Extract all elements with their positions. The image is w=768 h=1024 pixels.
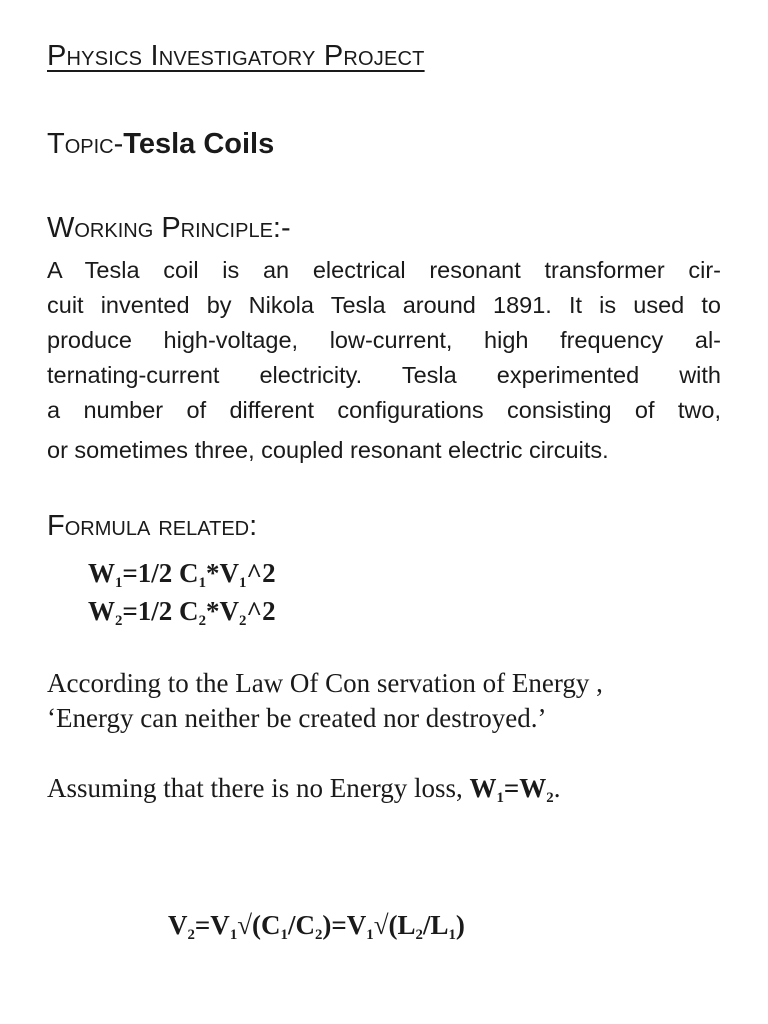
formula-subscript: 2 xyxy=(314,927,323,944)
formula-symbol: /L xyxy=(422,910,449,940)
assumption-period: . xyxy=(553,773,561,803)
formula-symbol: )=V xyxy=(322,910,367,940)
formula-symbol: =V xyxy=(194,910,230,940)
formula-subscript: 1 xyxy=(496,790,504,807)
formula-subscript: 2 xyxy=(187,927,195,944)
conservation-law-text xyxy=(47,666,603,736)
paragraph-line: a number of different configurations consisting of two, xyxy=(47,397,721,423)
formula-symbol: ^2 xyxy=(246,558,276,588)
law-line-2: ‘Energy can neither be created nor destroyed.’ xyxy=(47,703,547,733)
formula-subscript: 1 xyxy=(198,575,206,592)
formula-1 xyxy=(88,558,276,592)
paragraph-line: produce high-voltage, low-current, high frequency al- xyxy=(47,327,721,353)
formula-symbol: √(C xyxy=(237,910,281,940)
final-formula xyxy=(168,910,465,944)
topic-label: Topic- xyxy=(47,128,124,160)
working-principle-heading: Working Principle:- xyxy=(47,212,291,244)
formula-subscript: 1 xyxy=(238,575,247,592)
formula-symbol: =1/2 C xyxy=(122,596,199,626)
formula-symbol: *V xyxy=(205,596,239,626)
formula-subscript: 1 xyxy=(448,927,456,944)
formula-subscript: 2 xyxy=(238,613,247,630)
formula-subscript: 2 xyxy=(546,790,554,807)
paragraph-line: A Tesla coil is an electrical resonant transformer cir- xyxy=(47,257,721,283)
formula-symbol: =1/2 C xyxy=(122,558,199,588)
formula-subscript: 1 xyxy=(280,927,288,944)
formula-subscript: 2 xyxy=(198,613,206,630)
formula-2 xyxy=(88,596,276,630)
formula-heading: Formula related: xyxy=(47,510,258,542)
formula-symbol: *V xyxy=(205,558,239,588)
paragraph-line: cuit invented by Nikola Tesla around 1891. It is used to xyxy=(47,292,721,318)
formula-subscript: 1 xyxy=(115,575,123,592)
formula-symbol: ) xyxy=(455,910,465,940)
formula-symbol: W xyxy=(88,558,115,588)
assumption-equation xyxy=(469,773,554,807)
formula-symbol: W xyxy=(88,596,115,626)
page-title: Physics Investigatory Project xyxy=(47,40,425,72)
working-principle-paragraph xyxy=(47,253,721,468)
topic-value: Tesla Coils xyxy=(123,128,275,160)
formula-subscript: 1 xyxy=(229,927,238,944)
assumption-sentence: Assuming that there is no Energy loss, xyxy=(47,773,470,803)
formula-symbol: √(L xyxy=(373,910,416,940)
formula-subscript: 2 xyxy=(115,613,123,630)
topic-line xyxy=(47,128,274,161)
formula-symbol: =W xyxy=(503,773,547,803)
formula-symbol: W xyxy=(469,773,497,803)
paragraph-line: or sometimes three, coupled resonant electric circuits. xyxy=(47,437,609,463)
formula-symbol: V xyxy=(168,910,188,940)
paragraph-line: ternating-current electricity. Tesla experimented with xyxy=(47,362,721,388)
assumption-text xyxy=(47,771,560,806)
law-line-1: According to the Law Of Con servation of Energy , xyxy=(47,668,603,698)
formula-subscript: 2 xyxy=(415,927,423,944)
formula-symbol: ^2 xyxy=(246,596,276,626)
formula-symbol: /C xyxy=(287,910,315,940)
formula-subscript: 1 xyxy=(366,927,374,944)
